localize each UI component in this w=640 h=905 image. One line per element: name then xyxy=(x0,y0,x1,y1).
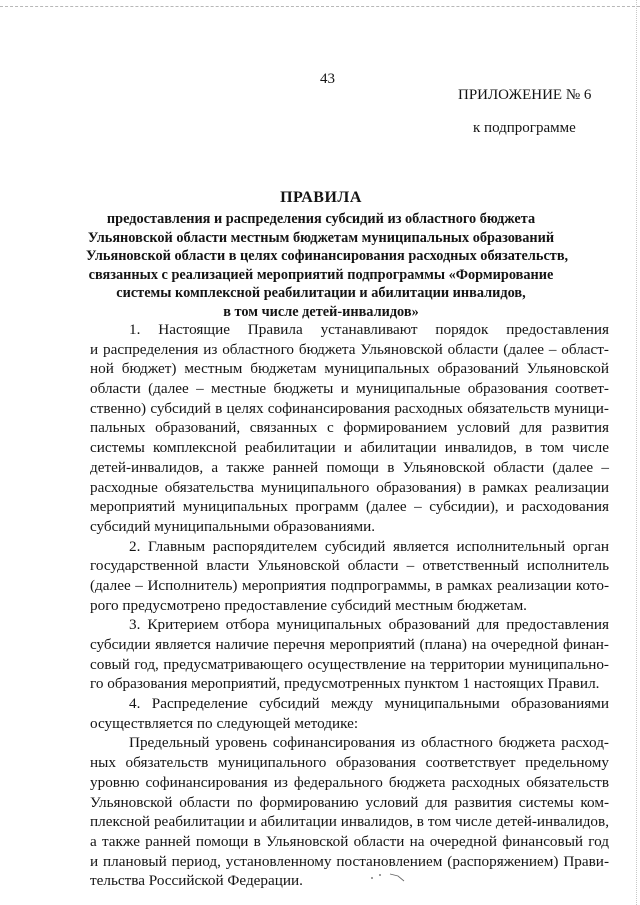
title-subline: Ульяновской области местным бюджетам муниципальных образований xyxy=(87,229,555,246)
paragraph-first-line: 1. Настоящие Правила устанавливают порядок предоставления xyxy=(129,321,609,338)
paragraph-line: уровню софинансирования из федерального бюджета расходных обязательств xyxy=(90,773,609,791)
paragraph-line: а также ранней помощи в Ульяновской области на очередной финансовый год xyxy=(90,832,609,850)
document-title: ПРАВИЛА xyxy=(280,189,362,206)
paragraph-line: плексной реабилитации и абилитации инвалидов, в том числе детей-инвалидов, xyxy=(90,813,609,831)
document-title-block xyxy=(86,189,569,322)
paragraph-line: и плановый период, установленному постановлением (распоряжением) Прави- xyxy=(90,852,609,870)
paragraph-line: области (далее – местные бюджеты и муниципальные образования соответ- xyxy=(90,380,609,398)
paragraph-line: Ульяновской области по формированию условий для развития системы ком- xyxy=(90,793,609,811)
paragraph-first-line: 4. Распределение субсидий между муниципальными образованиями xyxy=(129,695,609,713)
scan-edge-top xyxy=(0,6,640,7)
paragraph-line: детей-инвалидов, а также ранней помощи в Ульяновской области (далее – xyxy=(90,458,609,476)
paragraph-line: субсидии является наличие перечня мероприятий (плана) на очередной финан- xyxy=(90,636,609,653)
title-subline: в том числе детей-инвалидов» xyxy=(223,303,419,320)
paragraph-line: системы комплексной реабилитации и абилитации инвалидов, в том числе xyxy=(90,439,609,457)
paragraph-line: и распределения из областного бюджета Ульяновской области (далее – област- xyxy=(90,340,609,358)
title-subline: предоставления и распределения субсидий из областного бюджета xyxy=(106,211,536,227)
paragraph-line: пальных образований, связанных с формированием условий для развития xyxy=(90,419,609,437)
paragraph-line: совый год, предусматривающего осуществление на территории муниципально- xyxy=(90,655,609,673)
appendix-label: ПРИЛОЖЕНИЕ № 6 xyxy=(458,87,592,103)
paragraph-line: осуществляется по следующей методике: xyxy=(90,714,359,732)
paragraph-line: рого предусмотрено предоставление субсидий местным бюджетам. xyxy=(90,596,527,614)
title-subline: Ульяновской области в целях софинансирования расходных обязательств, xyxy=(86,248,569,265)
paragraph-line: государственной власти Ульяновской области – ответственный исполнитель xyxy=(90,557,609,575)
subprogram-reference: к подпрограмме xyxy=(473,120,576,136)
scan-artifact-marks xyxy=(360,868,420,888)
paragraph-line: го образования мероприятий, предусмотренных пунктом 1 настоящих Правил. xyxy=(90,675,600,693)
paragraph-line: (далее – Исполнитель) мероприятия подпрограммы, в рамках реализации кото- xyxy=(90,576,609,594)
paragraph-line: ных обязательств муниципального образования соответствует предельному xyxy=(90,754,609,772)
title-subline: системы комплексной реабилитации и абилитации инвалидов, xyxy=(116,285,526,302)
paragraph-line: субсидий муниципальными образованиями. xyxy=(90,517,376,535)
paragraph-first-line: 3. Критерием отбора муниципальных образований для предоставления xyxy=(129,616,609,634)
page-number: 43 xyxy=(320,71,335,87)
title-subline: связанных с реализацией мероприятий подпрограммы «Формирование xyxy=(88,266,554,283)
paragraph-line: ственно) субсидий в целях софинансирования расходных обязательств муници- xyxy=(90,399,609,417)
paragraph-line: мероприятий муниципальных программ (далее – субсидии), и расходования xyxy=(90,498,609,516)
paragraph-line: тельства Российской Федерации. xyxy=(90,872,303,890)
scan-edge-right xyxy=(636,0,637,905)
document-body xyxy=(90,320,609,891)
paragraph-first-line: 2. Главным распорядителем субсидий является исполнительный орган xyxy=(129,537,609,555)
paragraph-line: ной бюджет) местным бюджетам муниципальных образований Ульяновской xyxy=(90,360,609,378)
paragraph-line: расходные обязательства муниципального образования) в рамках реализации xyxy=(90,478,609,496)
paragraph-first-line: Предельный уровень софинансирования из областного бюджета расход- xyxy=(129,734,609,752)
